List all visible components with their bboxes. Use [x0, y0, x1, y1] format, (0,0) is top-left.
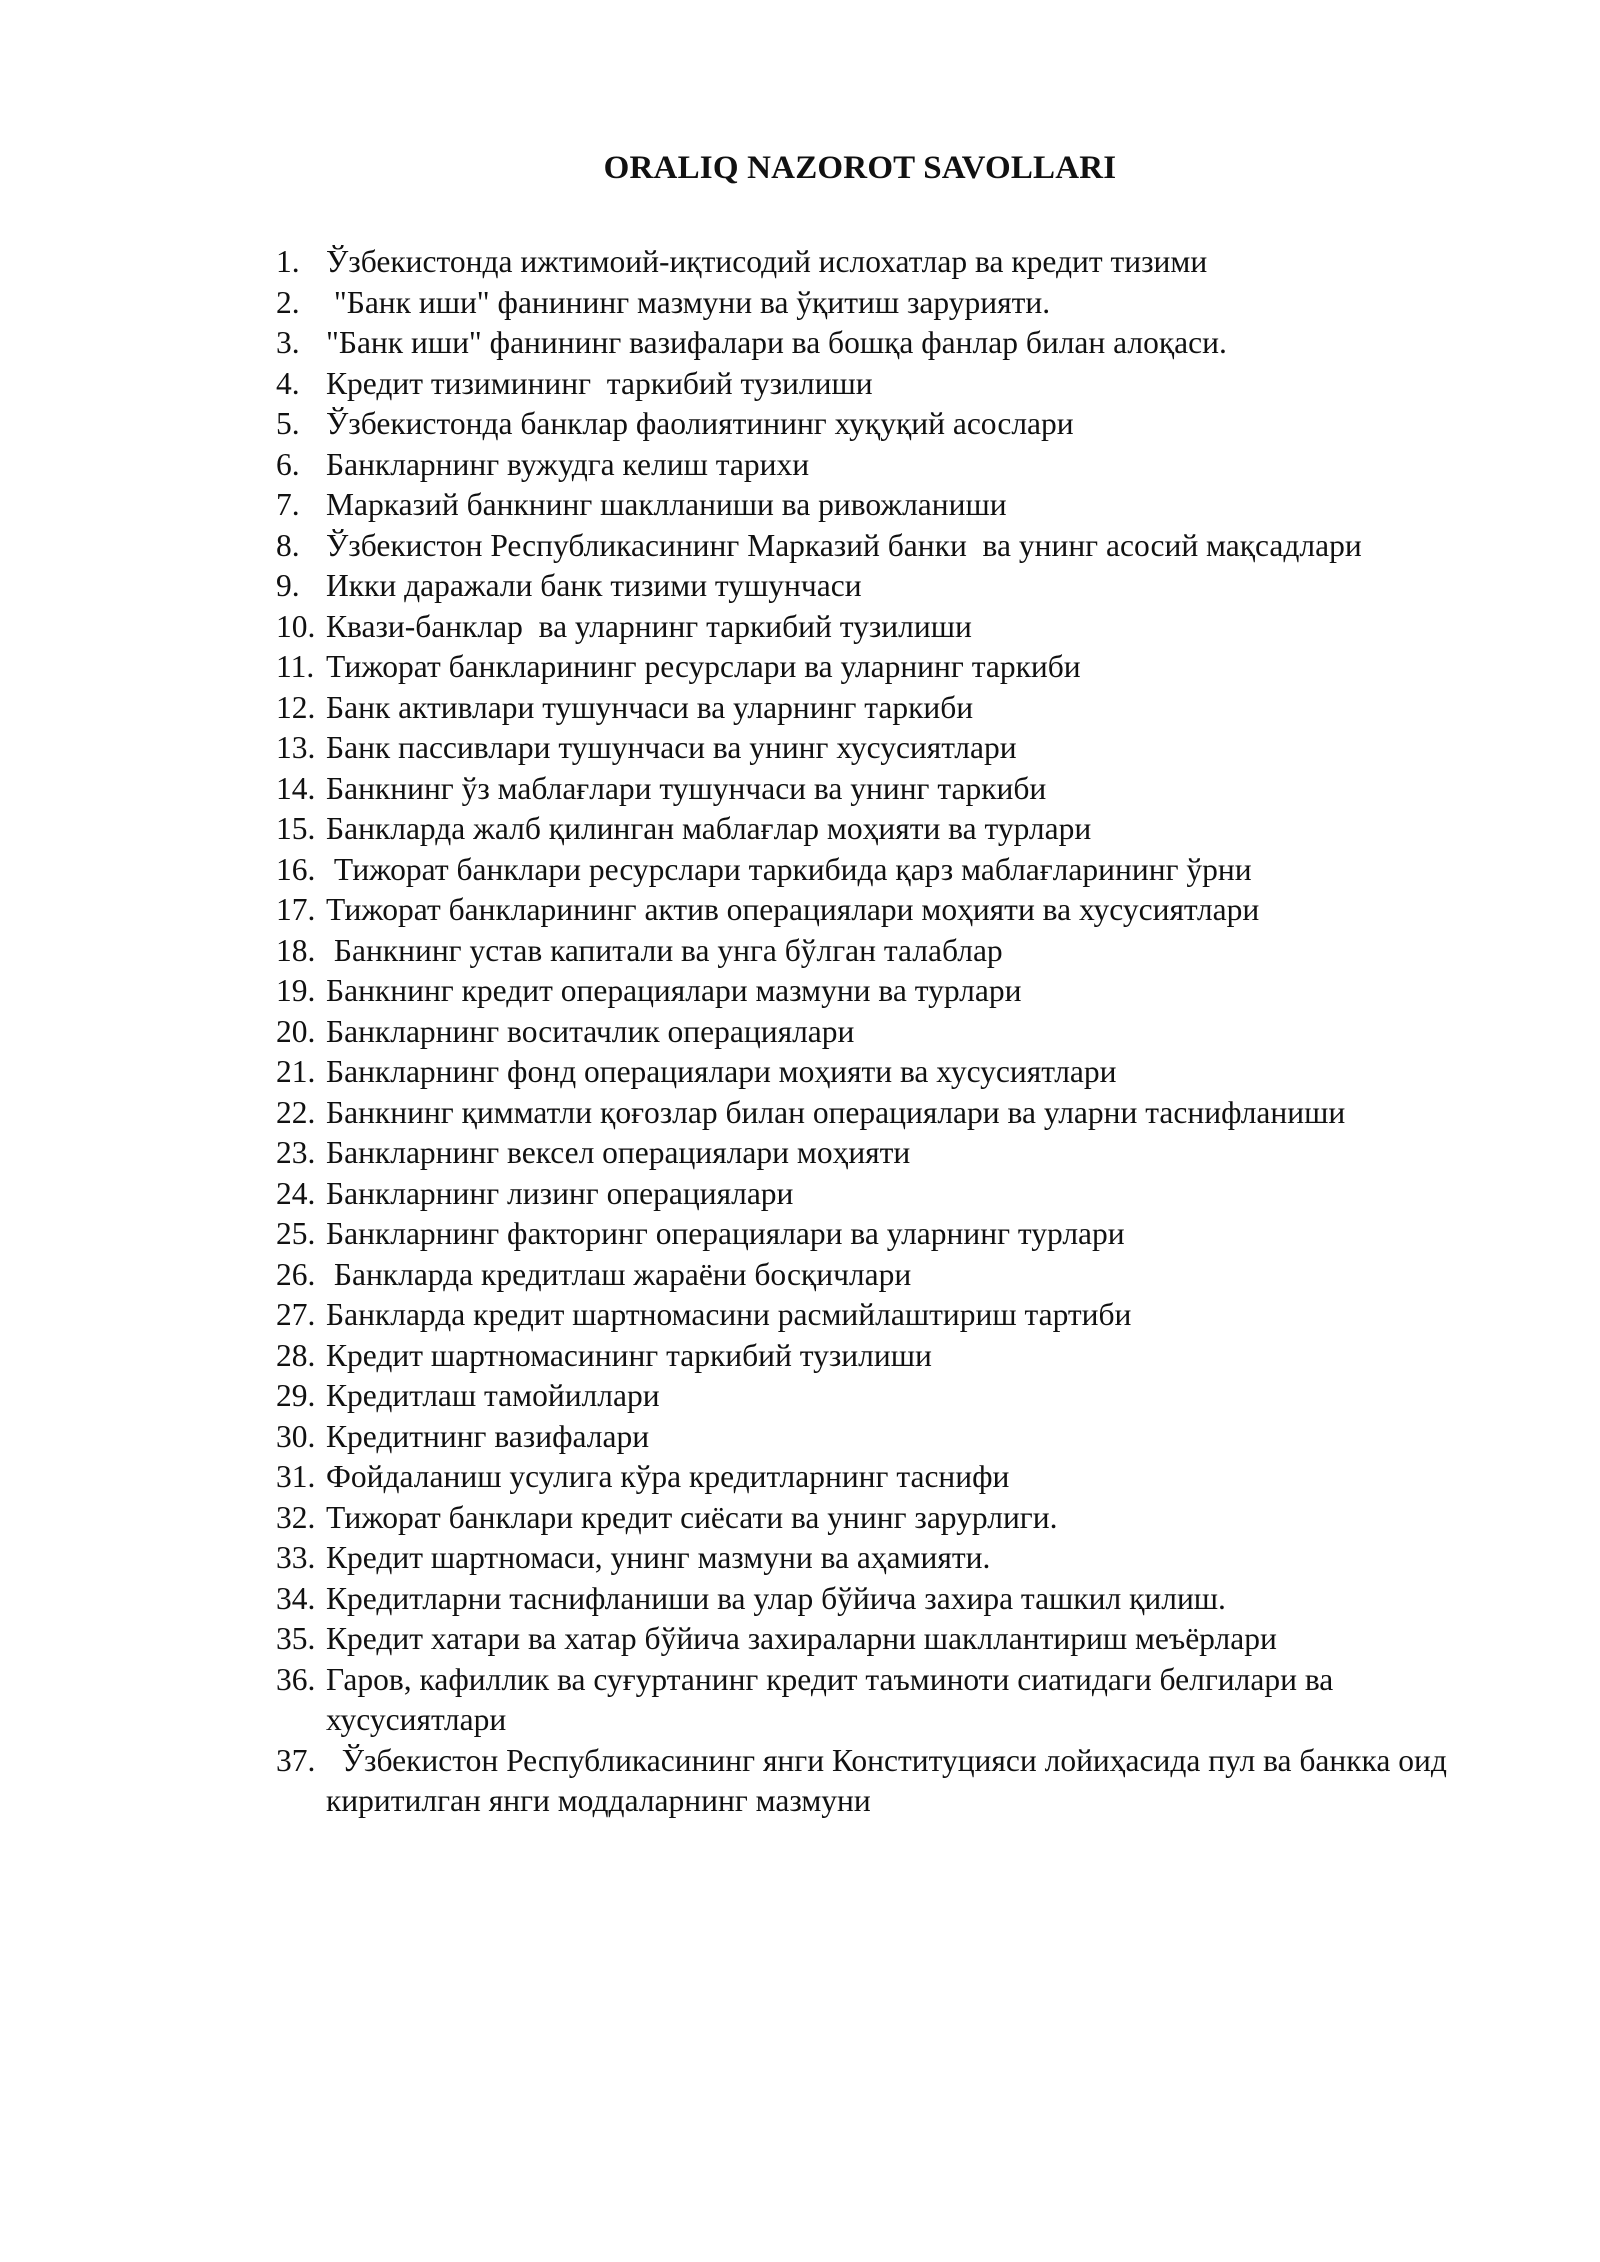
question-number: 11.: [276, 649, 315, 684]
question-number: 26.: [276, 1256, 316, 1292]
question-text: Ўзбекистонда банклар фаолиятининг хуқуқий асослари: [326, 406, 1074, 441]
question-text: Ўзбекистон Республикасининг янги Конституцияси лойиҳасида пул ва банкка оид киритилган янги моддаларнинг мазмуни: [326, 1742, 1455, 1818]
question-number: 21.: [276, 1054, 316, 1089]
question-item: [276, 1579, 1476, 1620]
question-number: 31.: [276, 1459, 316, 1494]
question-number: 19.: [276, 973, 316, 1008]
question-text: Кредит шартномаси, унинг мазмуни ва аҳамияти.: [326, 1540, 991, 1575]
question-item: [276, 404, 1476, 445]
question-item: [276, 1052, 1476, 1093]
question-item: [276, 1538, 1476, 1579]
question-text: Банкнинг қимматли қоғозлар билан операциялари ва уларни таснифланиши: [326, 1094, 1346, 1130]
question-number: 35.: [276, 1621, 316, 1656]
question-item: [276, 1741, 1476, 1822]
question-text: Банкларнинг вексел операциялари моҳияти: [326, 1135, 911, 1170]
question-text: Фойдаланиш усулига кўра кредитларнинг таснифи: [326, 1459, 1010, 1494]
question-text: Тижорат банкларининг ресурслари ва уларнинг таркиби: [326, 649, 1081, 684]
question-text: Банкларда жалб қилинган маблағлар моҳияти ва турлари: [326, 811, 1092, 846]
question-number: 5.: [276, 406, 300, 441]
question-item: [276, 971, 1476, 1012]
question-item: [276, 364, 1476, 405]
question-item: [276, 445, 1476, 486]
question-item: [276, 1133, 1476, 1174]
question-text: Кредит хатари ва хатар бўйича захираларни шакллантириш меъёрлари: [326, 1621, 1277, 1656]
question-item: [276, 1336, 1476, 1377]
question-number: 16.: [276, 851, 316, 887]
question-text: Кредит шартномасининг таркибий тузилиши: [326, 1337, 932, 1373]
question-text: Банкларнинг вужудга келиш тарихи: [326, 446, 810, 482]
question-text: Банкларда кредит шартномасини расмийлаштириш тартиби: [326, 1297, 1132, 1332]
question-text: Банкларнинг факторинг операциялари ва уларнинг турлари: [326, 1216, 1125, 1251]
question-number: 6.: [276, 446, 300, 482]
question-text: Банкларнинг лизинг операциялари: [326, 1175, 794, 1211]
question-number: 23.: [276, 1135, 316, 1170]
question-item: [276, 1214, 1476, 1255]
question-number: 30.: [276, 1418, 316, 1454]
question-text: Ўзбекистонда ижтимоий-иқтисодий ислохатлар ва кредит тизими: [326, 244, 1208, 279]
question-text: Икки даражали банк тизими тушунчаси: [326, 568, 862, 603]
question-item: [276, 485, 1476, 526]
question-item: [276, 1619, 1476, 1660]
question-number: 24.: [276, 1175, 316, 1211]
question-number: 12.: [276, 689, 316, 725]
question-number: 9.: [276, 568, 300, 603]
question-item: [276, 1660, 1476, 1741]
question-item: [276, 242, 1476, 283]
question-text: Кредит тизимининг таркибий тузилиши: [326, 365, 873, 401]
question-text: Банкнинг устав капитали ва унга бўлган талаблар: [326, 932, 1003, 968]
question-item: [276, 526, 1476, 567]
question-number: 8.: [276, 527, 300, 563]
question-number: 14.: [276, 770, 316, 806]
question-number: 25.: [276, 1216, 316, 1251]
question-item: [276, 1174, 1476, 1215]
question-number: 3.: [276, 325, 300, 360]
question-text: Ўзбекистон Республикасининг Марказий банки ва унинг асосий мақсадлари: [326, 527, 1362, 563]
question-item: [276, 931, 1476, 972]
question-item: [276, 890, 1476, 931]
question-item: [276, 769, 1476, 810]
question-number: 17.: [276, 892, 316, 927]
question-number: 15.: [276, 811, 316, 846]
question-text: Банкларнинг фонд операциялари моҳияти ва хусусиятлари: [326, 1054, 1117, 1089]
question-item: [276, 809, 1476, 850]
question-number: 36.: [276, 1661, 316, 1697]
question-number: 32.: [276, 1499, 316, 1535]
question-text: Банк активлари тушунчаси ва уларнинг таркиби: [326, 689, 974, 725]
question-text: Банкларнинг воситачлик операциялари: [326, 1013, 855, 1049]
question-text: "Банк иши" фанининг мазмуни ва ўқитиш зарурияти.: [326, 284, 1051, 320]
question-item: [276, 1295, 1476, 1336]
question-text: Банкнинг кредит операциялари мазмуни ва турлари: [326, 973, 1022, 1008]
question-item: [276, 1255, 1476, 1296]
question-item: [276, 1457, 1476, 1498]
question-item: [276, 728, 1476, 769]
question-item: [276, 1012, 1476, 1053]
question-text: Квази-банклар ва уларнинг таркибий тузилиши: [326, 608, 972, 644]
question-item: [276, 850, 1476, 891]
question-item: [276, 283, 1476, 324]
question-number: 2.: [276, 284, 300, 320]
question-text: Тижорат банклари кредит сиёсати ва унинг зарурлиги.: [326, 1499, 1058, 1535]
question-number: 22.: [276, 1094, 316, 1130]
question-text: Кредитнинг вазифалари: [326, 1418, 650, 1454]
question-text: Кредитлаш тамойиллари: [326, 1378, 660, 1413]
question-text: Тижорат банкларининг актив операциялари моҳияти ва хусусиятлари: [326, 892, 1260, 927]
question-item: [276, 688, 1476, 729]
question-text: Банкларда кредитлаш жараёни босқичлари: [326, 1256, 912, 1292]
question-item: [276, 1376, 1476, 1417]
question-text: Гаров, кафиллик ва суғуртанинг кредит таъминоти сиатидаги белгилари ва хусусиятлари: [326, 1661, 1342, 1737]
question-number: 18.: [276, 932, 316, 968]
question-item: [276, 1417, 1476, 1458]
question-item: [276, 647, 1476, 688]
question-number: 33.: [276, 1540, 316, 1575]
question-item: [276, 1093, 1476, 1134]
question-number: 27.: [276, 1297, 316, 1332]
question-number: 37.: [276, 1742, 316, 1778]
questions-list: [276, 242, 1476, 1822]
question-number: 1.: [276, 244, 300, 279]
page-title: ORALIQ NAZOROT SAVOLLARI: [603, 150, 1117, 186]
question-number: 4.: [276, 365, 300, 401]
question-text: Тижорат банклари ресурслари таркибида қарз маблағларининг ўрни: [326, 851, 1252, 887]
question-text: "Банк иши" фанининг вазифалари ва бошқа фанлар билан алоқаси.: [326, 325, 1227, 360]
question-number: 7.: [276, 487, 300, 522]
question-number: 20.: [276, 1013, 316, 1049]
question-item: [276, 1498, 1476, 1539]
question-text: Марказий банкнинг шаклланиши ва ривожланиши: [326, 487, 1007, 522]
question-text: Банкнинг ўз маблағлари тушунчаси ва унинг таркиби: [326, 770, 1047, 806]
question-item: [276, 566, 1476, 607]
question-number: 34.: [276, 1580, 316, 1616]
question-item: [276, 323, 1476, 364]
question-number: 29.: [276, 1378, 316, 1413]
question-item: [276, 607, 1476, 648]
question-number: 13.: [276, 730, 316, 765]
question-number: 28.: [276, 1337, 316, 1373]
question-text: Банк пассивлари тушунчаси ва унинг хусусиятлари: [326, 730, 1017, 765]
question-number: 10.: [276, 608, 316, 644]
question-text: Кредитларни таснифланиши ва улар бўйича захира ташкил қилиш.: [326, 1580, 1226, 1616]
